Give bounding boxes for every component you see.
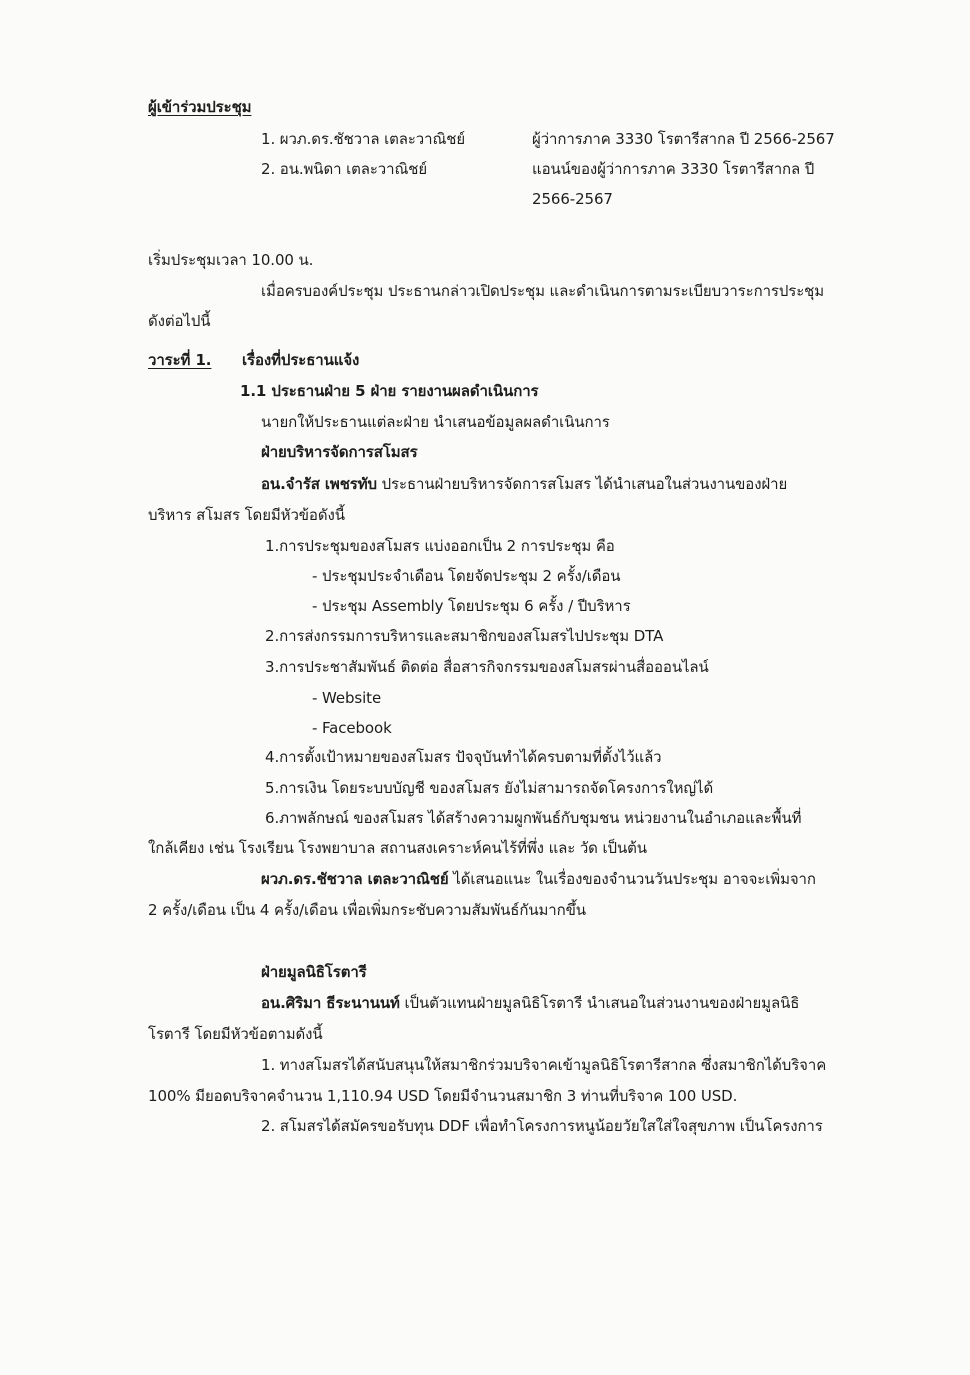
attendees-heading: ผู้เข้าร่วมประชุม: [148, 98, 252, 116]
agenda-1-row: [148, 350, 359, 370]
attendee-1-name: 1. ผวภ.ดร.ชัชวาล เตละวาณิชย์: [261, 130, 466, 148]
attendee-2-name: 2. อน.พนิดา เตละวาณิชย์: [261, 160, 428, 178]
club-admin-item: - Website: [312, 689, 382, 707]
start-time: เริ่มประชุมเวลา 10.00 น.: [148, 251, 314, 269]
foundation-item-1: 1. ทางสโมสรได้สนับสนุนให้สมาชิกร่วมบริจาคเข้ามูลนิธิโรตารีสากล ซึ่งสมาชิกได้บริจาค: [261, 1056, 827, 1074]
club-admin-presenter-text: ประธานฝ่ายบริหารจัดการสโมสร ได้นำเสนอในส่วนงานของฝ่าย: [376, 475, 788, 493]
club-admin-presenter-cont: บริหาร สโมสร โดยมีหัวข้อดังนี้: [148, 506, 345, 524]
agenda-1-subtitle: 1.1 ประธานฝ่าย 5 ฝ่าย รายงานผลดำเนินการ: [240, 382, 539, 400]
foundation-presenter-line: [261, 993, 799, 1013]
foundation-presenter: อน.ศิริมา ธีระนานนท์: [261, 994, 400, 1012]
club-admin-presenter: อน.จำรัส เพชรทับ: [261, 475, 377, 493]
club-admin-item: 1.การประชุมของสโมสร แบ่งออกเป็น 2 การประชุม คือ: [265, 537, 615, 555]
foundation-item-1-cont: 100% มียอดบริจาคจำนวน 1,110.94 USD โดยมีจำนวนสมาชิก 3 ท่านที่บริจาค 100 USD.: [148, 1087, 738, 1105]
club-admin-item: 4.การตั้งเป้าหมายของสโมสร ปัจจุบันทำได้ครบตามที่ตั้งไว้แล้ว: [265, 748, 662, 766]
club-admin-item: - ประชุม Assembly โดยประชุม 6 ครั้ง / ปีบริหาร: [312, 597, 631, 615]
opening-line-1: เมื่อครบองค์ประชุม ประธานกล่าวเปิดประชุม และดำเนินการตามระเบียบวาระการประชุม: [261, 282, 825, 300]
suggestion-line: [261, 869, 816, 889]
agenda-1-label: วาระที่ 1.: [148, 351, 212, 369]
suggestion-text: ได้เสนอแนะ ในเรื่องของจำนวนวันประชุม อาจจะเพิ่มจาก: [448, 870, 816, 888]
foundation-item-2: 2. สโมสรได้สมัครขอรับทุน DDF เพื่อทำโครงการหนูน้อยวัยใสใส่ใจสุขภาพ เป็นโครงการ: [261, 1117, 823, 1135]
club-admin-heading: ฝ่ายบริหารจัดการสโมสร: [261, 443, 418, 461]
club-admin-presenter-line: [261, 474, 787, 494]
attendee-1-role: ผู้ว่าการภาค 3330 โรตารีสากล ปี 2566-2567: [532, 130, 835, 148]
attendee-2-role: แอนน์ของผู้ว่าการภาค 3330 โรตารีสากล ปี: [532, 160, 815, 178]
foundation-presenter-text: เป็นตัวแทนฝ่ายมูลนิธิโรตารี นำเสนอในส่วนงานของฝ่ายมูลนิธิ: [399, 994, 800, 1012]
club-admin-item: 3.การประชาสัมพันธ์ ติดต่อ สื่อสารกิจกรรมของสโมสรผ่านสื่อออนไลน์: [265, 658, 709, 676]
opening-line-2: ดังต่อไปนี้: [148, 312, 211, 330]
agenda-1-title: เรื่องที่ประธานแจ้ง: [242, 351, 360, 369]
club-admin-item: ใกล้เคียง เช่น โรงเรียน โรงพยาบาล สถานสงเคราะห์คนไร้ที่พึ่ง และ วัด เป็นต้น: [148, 839, 647, 857]
club-admin-item: 2.การส่งกรรมการบริหารและสมาชิกของสโมสรไปประชุม DTA: [265, 627, 664, 645]
suggestion-cont: 2 ครั้ง/เดือน เป็น 4 ครั้ง/เดือน เพื่อเพิ่มกระชับความสัมพันธ์กันมากขึ้น: [148, 901, 586, 919]
club-admin-item: - Facebook: [312, 719, 392, 737]
attendee-2-role-cont: 2566-2567: [532, 190, 613, 208]
suggestion-name: ผวภ.ดร.ชัชวาล เตละวาณิชย์: [261, 870, 449, 888]
club-admin-item: 5.การเงิน โดยระบบบัญชี ของสโมสร ยังไม่สามารถจัดโครงการใหญ่ได้: [265, 779, 714, 797]
foundation-presenter-cont: โรตารี โดยมีหัวข้อตามดังนี้: [148, 1025, 323, 1043]
club-admin-item: - ประชุมประจำเดือน โดยจัดประชุม 2 ครั้ง/เดือน: [312, 567, 621, 585]
foundation-heading: ฝ่ายมูลนิธิโรตารี: [261, 963, 367, 981]
club-admin-item: 6.ภาพลักษณ์ ของสโมสร ได้สร้างความผูกพันธ์กับชุมชน หน่วยงานในอำเภอและพื้นที่: [265, 809, 802, 827]
agenda-1-intro: นายกให้ประธานแต่ละฝ่าย นำเสนอข้อมูลผลดำเนินการ: [261, 413, 610, 431]
